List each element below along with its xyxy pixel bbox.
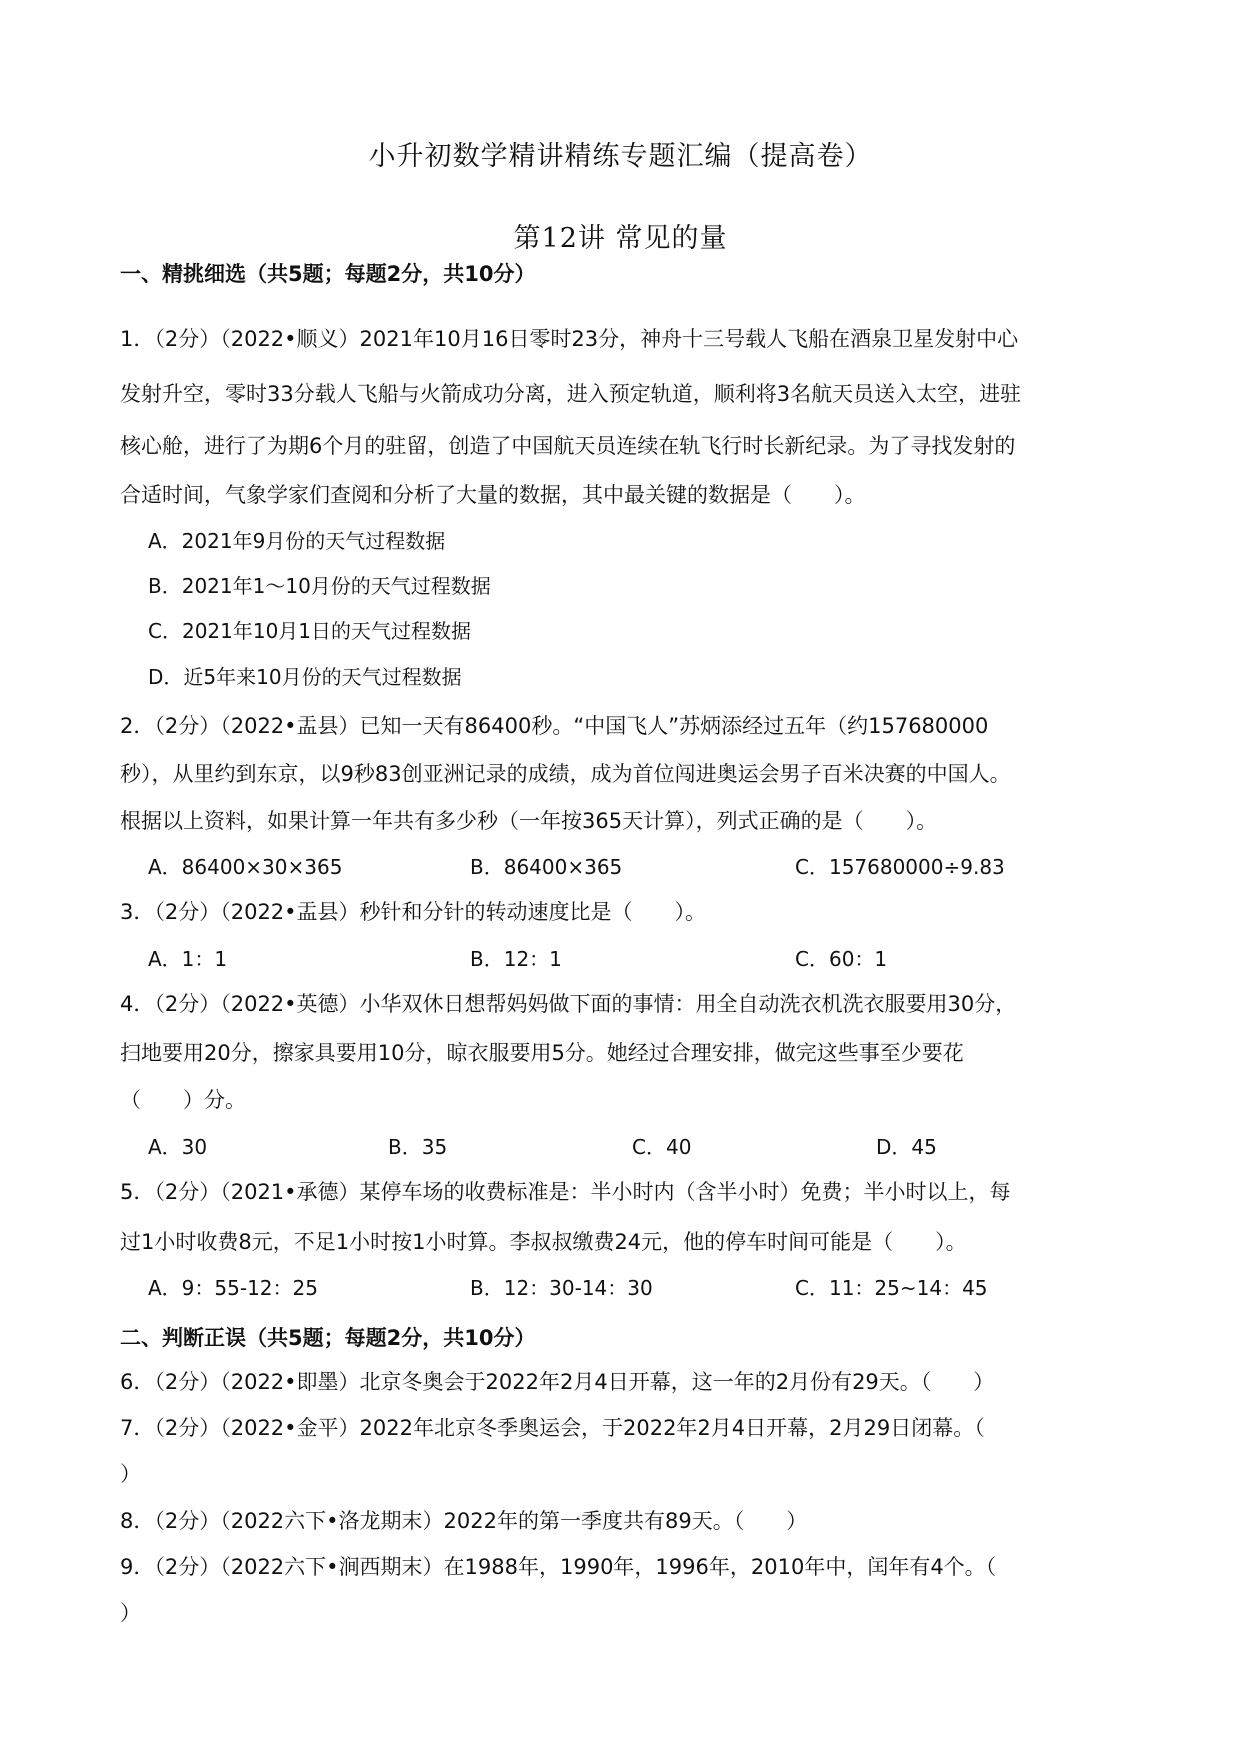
question-3-option-a: A．1：1 bbox=[148, 947, 228, 971]
question-9-line-1: 9．（2分）（2022六下•涧西期末）在1988年，1990年，1996年，2010年中，闰年有4个。（ bbox=[120, 1555, 997, 1579]
question-3-option-b: B．12：1 bbox=[470, 947, 562, 971]
question-3-option-c: C．60：1 bbox=[795, 947, 888, 971]
question-2-option-c: C．157680000÷9.83 bbox=[795, 855, 1005, 879]
question-1-option-c: C．2021年10月1日的天气过程数据 bbox=[148, 619, 472, 643]
question-1-line-2: 发射升空，零时33分载人飞船与火箭成功分离，进入预定轨道，顺利将3名航天员送入太空，进驻 bbox=[120, 382, 1022, 406]
question-5-option-b: B．12：30-14：30 bbox=[470, 1276, 653, 1300]
question-7-line-1: 7．（2分）（2022•金平）2022年北京冬季奥运会，于2022年2月4日开幕，2月29日闭幕。（ bbox=[120, 1416, 985, 1440]
question-4-line-2: 扫地要用20分，擦家具要用10分，晾衣服要用5分。她经过合理安排，做完这些事至少要花 bbox=[120, 1041, 964, 1065]
question-2-line-1: 2．（2分）（2022•盂县）已知一天有86400秒。“中国飞人”苏炳添经过五年（约157680000 bbox=[120, 714, 989, 738]
question-4-line-1: 4．（2分）（2022•英德）小华双休日想帮妈妈做下面的事情：用全自动洗衣机洗衣服要用30分， bbox=[120, 992, 1017, 1016]
question-2-option-b: B．86400×365 bbox=[470, 855, 623, 879]
question-5-option-c: C．11：25~14：45 bbox=[795, 1276, 988, 1300]
question-4-line-3: （ ）分。 bbox=[120, 1088, 246, 1112]
question-2-line-2: 秒），从里约到东京，以9秒83创亚洲记录的成绩，成为首位闯进奥运会男子百米决赛的中国人。 bbox=[120, 762, 1011, 786]
question-1-line-3: 核心舱，进行了为期6个月的驻留，创造了中国航天员连续在轨飞行时长新纪录。为了寻找发射的 bbox=[120, 434, 1016, 458]
question-4-option-c: C．40 bbox=[632, 1135, 692, 1159]
question-4-option-d: D．45 bbox=[876, 1135, 937, 1159]
question-6-line-1: 6．（2分）（2022•即墨）北京冬奥会于2022年2月4日开幕，这一年的2月份有29天。（ ） bbox=[120, 1370, 995, 1394]
question-1-line-1: 1．（2分）（2022•顺义）2021年10月16日零时23分，神舟十三号载人飞船在酒泉卫星发射中心 bbox=[120, 327, 1019, 351]
question-1-option-d: D．近5年来10月份的天气过程数据 bbox=[148, 665, 462, 689]
section-heading-choice: 一、精挑细选（共5题；每题2分，共10分） bbox=[120, 262, 536, 286]
question-4-option-a: A．30 bbox=[148, 1135, 208, 1159]
question-1-line-4: 合适时间，气象学家们查阅和分析了大量的数据，其中最关键的数据是（ ）。 bbox=[120, 483, 866, 507]
question-2-line-3: 根据以上资料，如果计算一年共有多少秒（一年按365天计算），列式正确的是（ ）。 bbox=[120, 809, 938, 833]
question-2-option-a: A．86400×30×365 bbox=[148, 855, 343, 879]
question-7-line-2: ） bbox=[120, 1462, 141, 1486]
question-9-line-2: ） bbox=[120, 1601, 141, 1625]
document-subtitle: 第12讲 常见的量 bbox=[513, 223, 728, 254]
question-3-line-1: 3．（2分）（2022•盂县）秒针和分针的转动速度比是（ ）。 bbox=[120, 900, 707, 924]
question-5-option-a: A．9：55-12：25 bbox=[148, 1276, 318, 1300]
question-5-line-1: 5．（2分）（2021•承德）某停车场的收费标准是：半小时内（含半小时）免费；半小时以上，每 bbox=[120, 1180, 1011, 1204]
question-5-line-2: 过1小时收费8元，不足1小时按1小时算。李叔叔缴费24元，他的停车时间可能是（ ）。 bbox=[120, 1230, 967, 1254]
question-8-line-1: 8．（2分）（2022六下•洛龙期末）2022年的第一季度共有89天。（ ） bbox=[120, 1509, 808, 1533]
question-1-option-b: B．2021年1～10月份的天气过程数据 bbox=[148, 574, 491, 598]
section-heading-judge: 二、判断正误（共5题；每题2分，共10分） bbox=[120, 1326, 536, 1350]
question-1-option-a: A．2021年9月份的天气过程数据 bbox=[148, 529, 446, 553]
document-title: 小升初数学精讲精练专题汇编（提高卷） bbox=[368, 141, 873, 172]
question-4-option-b: B．35 bbox=[388, 1135, 448, 1159]
